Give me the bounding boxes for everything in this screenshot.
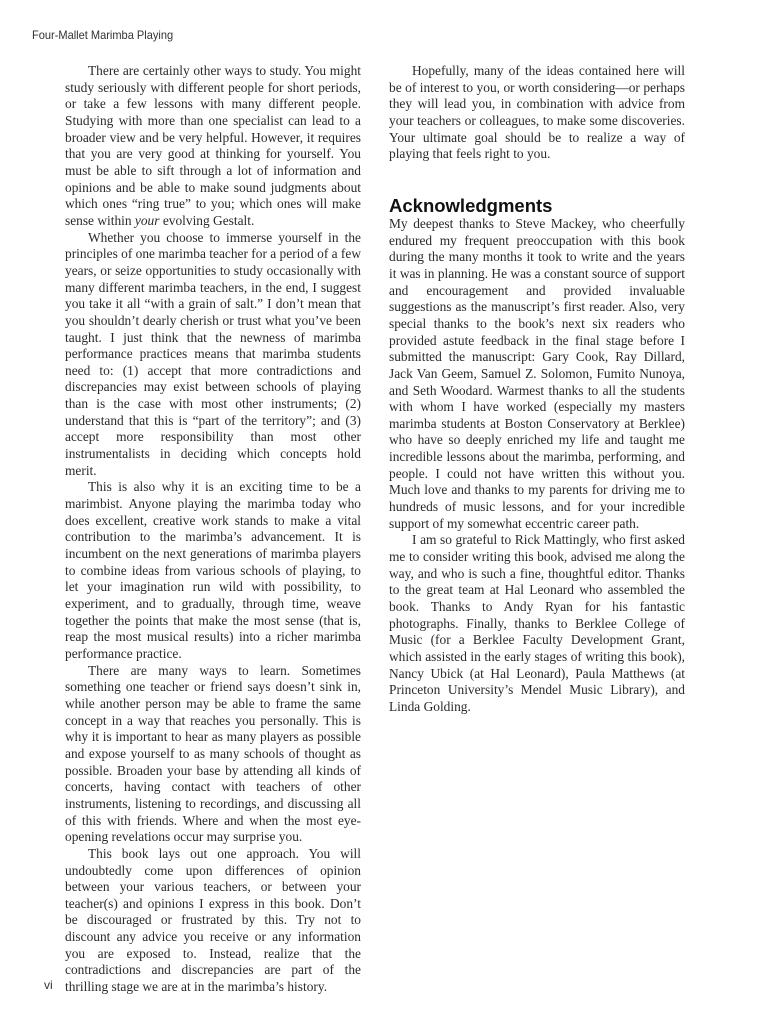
running-head-title: Four-Mallet Marimba Playing xyxy=(32,28,174,42)
body-paragraph xyxy=(65,63,361,230)
intro-paragraph: Hopefully, many of the ideas contained here will be of interest to you, or worth considering—or perhaps they will lead you, in combination with advice from your teachers or colleagues, to make some discoveries. Your ultimate goal should be to realize a way of playing that feels right to you. xyxy=(389,63,685,162)
body-paragraph: This is also why it is an exciting time to be a marimbist. Anyone playing the marimba today who does excellent, creative work stands to make a vital contribution to the marimba’s advancement. It is incumbent on the next generations of marimba players to combine ideas from various schools of playing, to let your imagination run wild with possibility, to experiment, and to gradually, through time, weave together the points that make the most sense (that is, reap the most musical results) into a richer marimba performance practice. xyxy=(65,479,361,661)
right-column xyxy=(389,63,685,716)
left-column xyxy=(65,63,361,996)
body-paragraph: This book lays out one approach. You will undoubtedly come upon differences of opinion between your various teachers, or between your teacher(s) and opinions I express in this book. Don’t be discouraged or frustrated by this. Try not to discount any advice you receive or any information you are exposed to. Instead, realize that the contradictions and discrepancies are part of the thrilling stage we are at in the marimba’s history. xyxy=(65,845,361,995)
page-number: vi xyxy=(44,978,53,992)
acknowledgments-paragraph: I am so grateful to Rick Mattingly, who first asked me to consider writing this book, advised me along the way, and who is such a fine, thoughtful editor. Thanks to the great team at Hal Leonard who assembled the book. Thanks to Andy Ryan for his fantastic photographs. Finally, thanks to Berklee College of Music (for a Berklee Faculty Development Grant, which assisted in the early stages of writing this book), Nancy Ubick (at Hal Leonard), Paula Matthews (at Princeton University’s Mendel Music Library), and Linda Golding. xyxy=(389,532,685,714)
emphasis-text: your xyxy=(134,212,160,228)
body-paragraph: Whether you choose to immerse yourself in the principles of one marimba teacher for a period of a few years, or seize opportunities to study occasionally with many different marimba teachers, in the end, I suggest you take it all “with a grain of salt.” I don’t mean that you shouldn’t dearly cherish or trust what you’ve been taught. I just think that the newness of marimba performance practices means that marimba students need to: (1) accept that more contradictions and discrepancies may exist between schools of playing than is the case with most other instruments; (2) understand that this is “part of the territory”; and (3) accept more responsibility than most other instrumentalists in deciding which concepts hold merit. xyxy=(65,229,361,478)
acknowledgments-paragraph: My deepest thanks to Steve Mackey, who cheerfully endured my frequent preoccupation with this book during the many months it took to write and the years it was in planning. He was a constant source of support and encouragement and provided invaluable suggestions as the manuscript’s first reader. Also, very special thanks to the book’s next six readers who provided astute feedback in the final stage before I submitted the manuscript: Gary Cook, Ray Dillard, Jack Van Geem, Samuel Z. Solomon, Fumito Nunoya, and Seth Woodard. Warmest thanks to all the students with whom I have worked (especially my masters marimba students at Boston Conservatory at Berklee) who have so deeply enriched my life and taught me incredible lessons about the marimba, performing, and people. I could not have written this without you. Much love and thanks to my parents for driving me to hundreds of music lessons, and for your incredible support of my somewhat eccentric career path. xyxy=(389,215,685,531)
paragraph-text: There are certainly other ways to study. You might study seriously with different people for short periods, or take a few lessons with many different people. Studying with more than one specialist can lead to a broader view and be very helpful. However, it requires that you are very good at thinking for yourself. You must be able to sift through a lot of information and opinions and be able to make sound judgments about which ones “ring true” to you; which ones will make sense within xyxy=(65,63,361,228)
body-paragraph: There are many ways to learn. Sometimes something one teacher or friend says doesn’t sink in, while another person may be able to frame the same concept in a way that reaches you personally. This is why it is important to hear as many players as possible and expose yourself to as many schools of thought as possible. Broaden your base by attending all kinds of concerts, having contact with teachers of other instruments, listening to recordings, and discussing all of this with friends. Where and when the most eye-opening revelations occur may surprise you. xyxy=(65,662,361,845)
section-heading-acknowledgments: Acknowledgments xyxy=(389,194,553,216)
paragraph-text: evolving Gestalt. xyxy=(159,212,255,228)
